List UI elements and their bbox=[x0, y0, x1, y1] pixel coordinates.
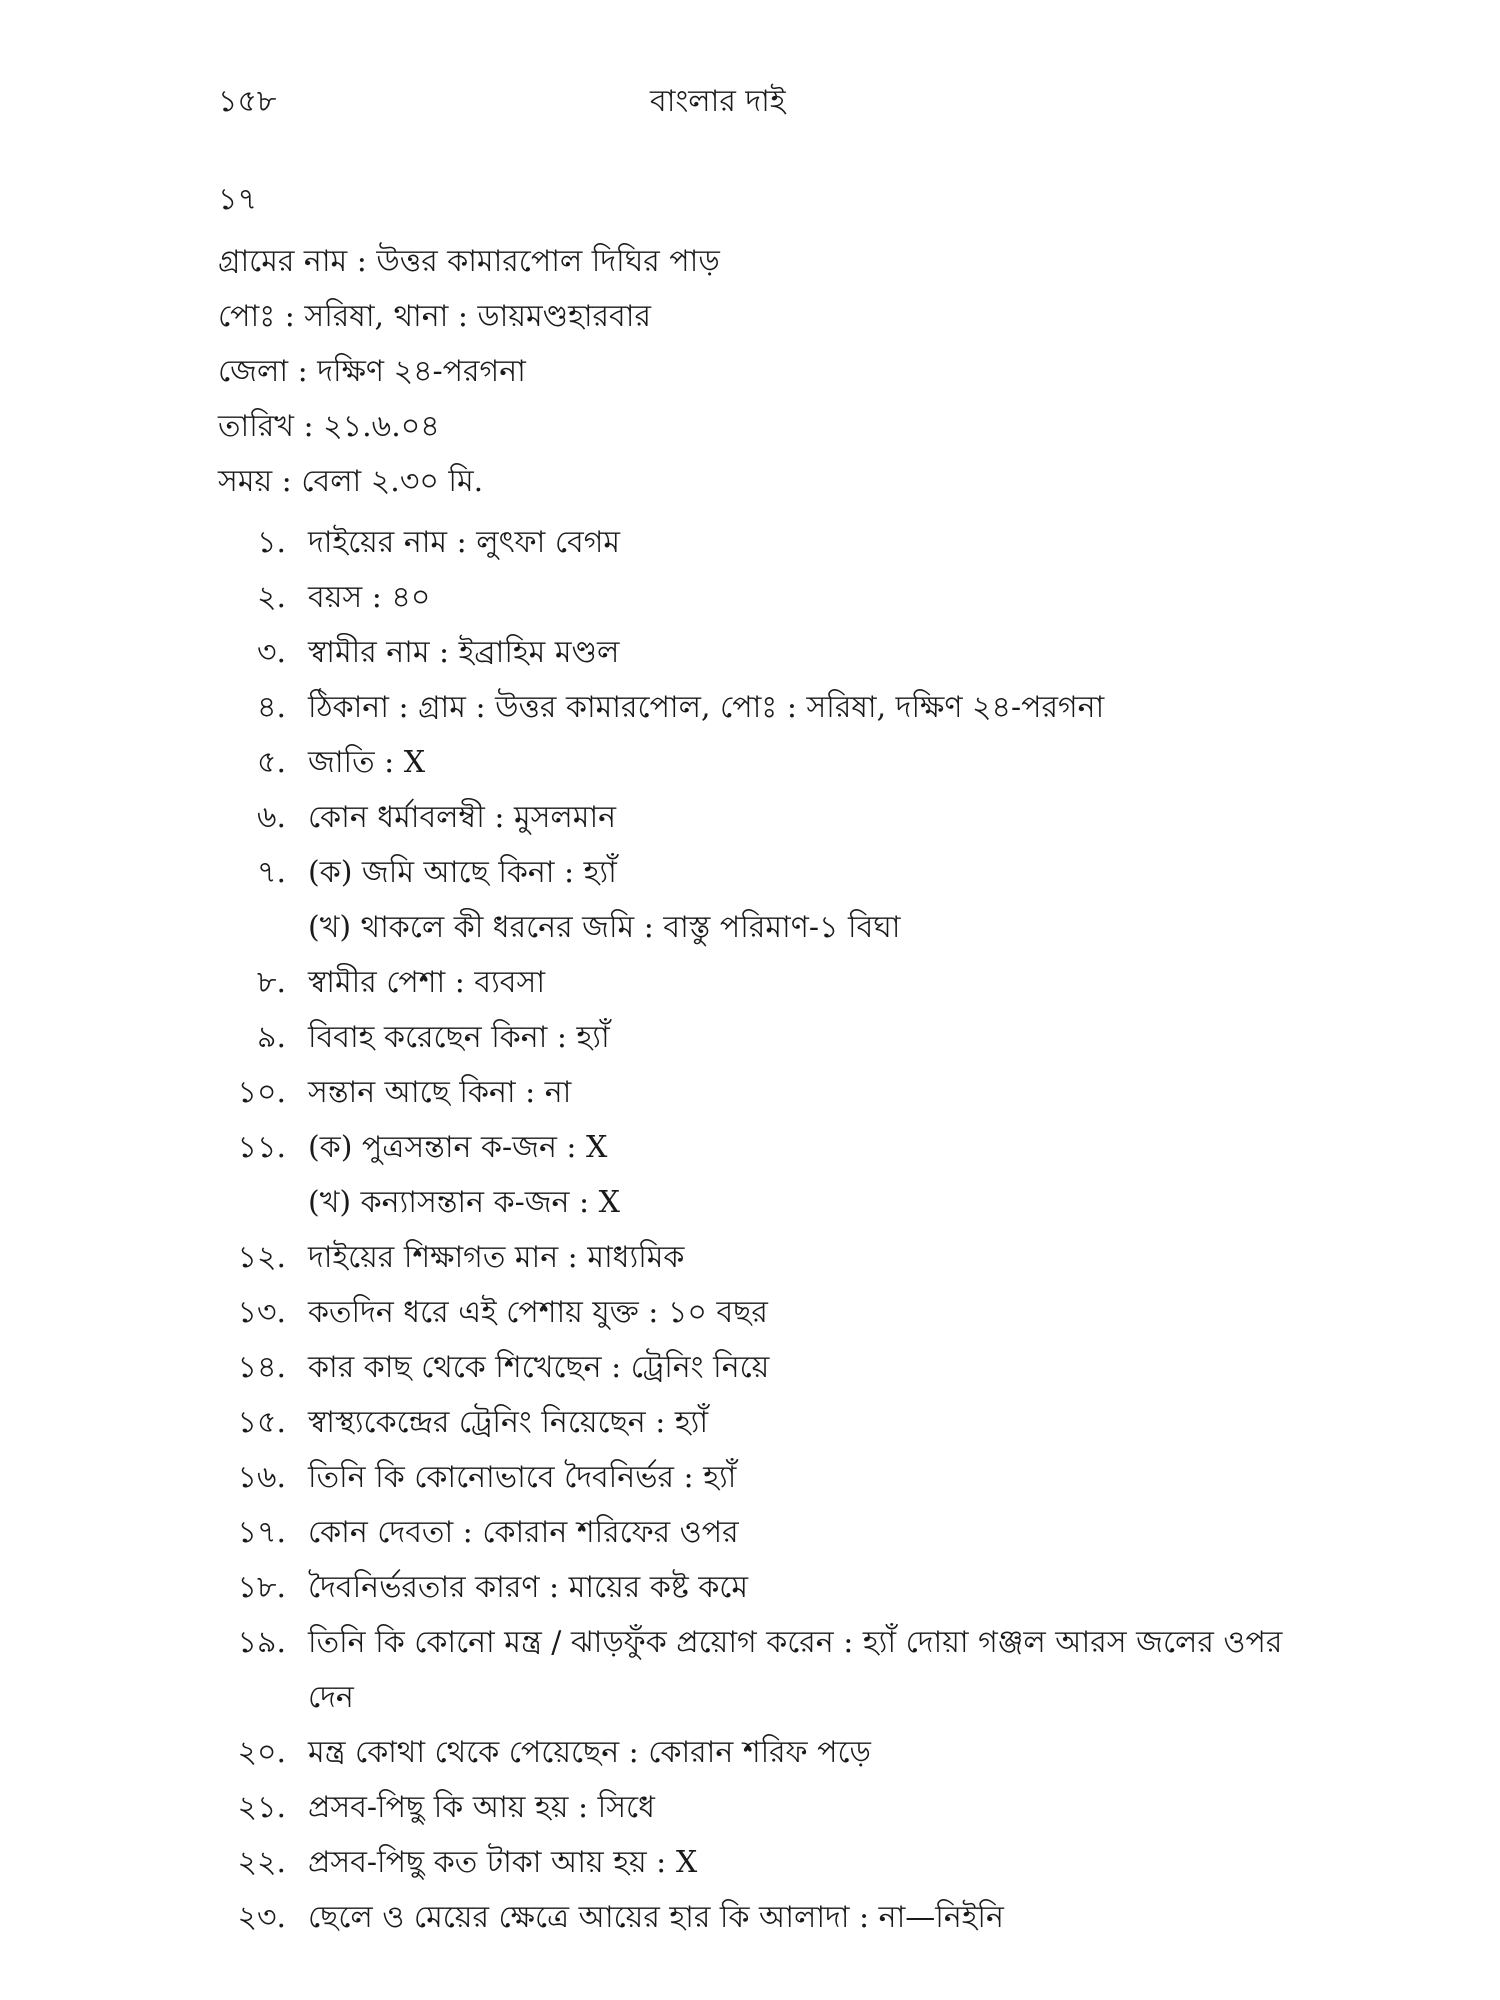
list-item bbox=[218, 1285, 1318, 1340]
item-number: ১৩. bbox=[237, 1295, 286, 1330]
list-item bbox=[218, 1230, 1318, 1285]
item-text: ঠিকানা : গ্রাম : উত্তর কামারপোল, পোঃ : সরিষা, দক্ষিণ ২৪-পরগনা bbox=[308, 690, 1105, 725]
district-line: জেলা : দক্ষিণ ২৪-পরগনা bbox=[218, 354, 526, 389]
item-number: ১০. bbox=[237, 1075, 286, 1110]
list-item bbox=[218, 1120, 1318, 1175]
list-item-continuation bbox=[218, 900, 1318, 955]
list-item bbox=[218, 1725, 1318, 1780]
item-number: ২১. bbox=[237, 1790, 286, 1825]
list-item bbox=[218, 515, 1318, 570]
item-text: (খ) থাকলে কী ধরনের জমি : বাস্তু পরিমাণ-১ বিঘা bbox=[308, 910, 901, 945]
item-text: বিবাহ করেছেন কিনা : হ্যাঁ bbox=[308, 1020, 610, 1055]
list-item bbox=[218, 1395, 1318, 1450]
list-item bbox=[218, 1065, 1318, 1120]
item-number: ২. bbox=[256, 580, 286, 615]
item-text: তিনি কি কোনোভাবে দৈবনির্ভর : হ্যাঁ bbox=[308, 1460, 737, 1495]
item-text: কার কাছ থেকে শিখেছেন : ট্রেনিং নিয়ে bbox=[308, 1350, 770, 1385]
list-item bbox=[218, 1560, 1318, 1615]
item-number: ১৮. bbox=[237, 1570, 286, 1605]
item-number: ১৫. bbox=[237, 1405, 286, 1440]
list-item bbox=[218, 1835, 1318, 1890]
item-number: ৯. bbox=[256, 1020, 286, 1055]
time-line: সময় : বেলা ২.৩০ মি. bbox=[218, 464, 484, 499]
list-item bbox=[218, 845, 1318, 900]
list-item bbox=[218, 1010, 1318, 1065]
item-text: প্রসব-পিছু কি আয় হয় : সিধে bbox=[308, 1790, 655, 1825]
item-text: (ক) জমি আছে কিনা : হ্যাঁ bbox=[308, 855, 617, 890]
post-office-line: পোঃ : সরিষা, থানা : ডায়মণ্ডহারবার bbox=[218, 299, 651, 334]
item-number: ১৪. bbox=[237, 1350, 286, 1385]
list-item bbox=[218, 1780, 1318, 1835]
item-text: স্বামীর নাম : ইব্রাহিম মণ্ডল bbox=[308, 635, 620, 670]
list-item bbox=[218, 1890, 1318, 1945]
list-item bbox=[218, 1340, 1318, 1395]
entry-number: ১৭ bbox=[218, 182, 257, 217]
list-item bbox=[218, 790, 1318, 845]
item-text: দাইয়ের নাম : লুৎফা বেগম bbox=[308, 525, 621, 560]
item-text: স্বামীর পেশা : ব্যবসা bbox=[308, 965, 546, 1000]
item-text: প্রসব-পিছু কত টাকা আয় হয় : X bbox=[308, 1845, 698, 1880]
list-item bbox=[218, 1450, 1318, 1505]
list-item-continuation bbox=[218, 1175, 1318, 1230]
list-item bbox=[218, 955, 1318, 1010]
item-number: ৬. bbox=[256, 800, 286, 835]
list-item bbox=[218, 680, 1318, 735]
item-number: ১২. bbox=[237, 1240, 286, 1275]
item-text: (ক) পুত্রসন্তান ক-জন : X bbox=[308, 1130, 608, 1165]
list-item bbox=[218, 570, 1318, 625]
list-item bbox=[218, 735, 1318, 790]
item-number: ২২. bbox=[237, 1845, 286, 1880]
village-name-line: গ্রামের নাম : উত্তর কামারপোল দিঘির পাড় bbox=[218, 244, 720, 279]
item-text: (খ) কন্যাসন্তান ক-জন : X bbox=[308, 1185, 620, 1220]
page-number: ১৫৮ bbox=[218, 84, 277, 119]
item-number: ১. bbox=[256, 525, 286, 560]
item-number: ৮. bbox=[256, 965, 286, 1000]
item-text: বয়স : ৪০ bbox=[308, 580, 431, 615]
list-item bbox=[218, 625, 1318, 680]
item-text: কতদিন ধরে এই পেশায় যুক্ত : ১০ বছর bbox=[308, 1295, 768, 1330]
item-number: ৩. bbox=[256, 635, 286, 670]
questionnaire-list bbox=[218, 515, 1318, 1945]
item-text: সন্তান আছে কিনা : না bbox=[308, 1075, 572, 1110]
item-text: তিনি কি কোনো মন্ত্র / ঝাড়ফুঁক প্রয়োগ করেন : হ্যাঁ দোয়া গঞ্জল আরস জলের ওপর দেন bbox=[308, 1625, 1283, 1715]
item-text: দাইয়ের শিক্ষাগত মান : মাধ্যমিক bbox=[308, 1240, 685, 1275]
item-text: ছেলে ও মেয়ের ক্ষেত্রে আয়ের হার কি আলাদা : না—নিইনি bbox=[308, 1900, 1004, 1935]
item-number: ২৩. bbox=[237, 1900, 286, 1935]
item-number: ৫. bbox=[256, 745, 286, 780]
item-text: দৈবনির্ভরতার কারণ : মায়ের কষ্ট কমে bbox=[308, 1570, 749, 1605]
item-number: ১১. bbox=[237, 1130, 286, 1165]
item-number: ১৬. bbox=[237, 1460, 286, 1495]
running-title: বাংলার দাই bbox=[650, 84, 786, 119]
item-text: কোন ধর্মাবলম্বী : মুসলমান bbox=[308, 800, 617, 835]
item-number: ২০. bbox=[237, 1735, 286, 1770]
item-number: ৪. bbox=[256, 690, 286, 725]
item-text: স্বাস্থ্যকেন্দ্রের ট্রেনিং নিয়েছেন : হ্যাঁ bbox=[308, 1405, 709, 1440]
item-number: ৭. bbox=[256, 855, 286, 890]
item-text: জাতি : X bbox=[308, 745, 426, 780]
item-text: মন্ত্র কোথা থেকে পেয়েছেন : কোরান শরিফ পড়ে bbox=[308, 1735, 871, 1770]
date-line: তারিখ : ২১.৬.০৪ bbox=[218, 409, 440, 444]
list-item bbox=[218, 1615, 1318, 1725]
entry-header bbox=[218, 234, 720, 509]
list-item bbox=[218, 1505, 1318, 1560]
item-text: কোন দেবতা : কোরান শরিফের ওপর bbox=[308, 1515, 739, 1550]
item-number: ১৯. bbox=[237, 1625, 286, 1660]
item-number: ১৭. bbox=[237, 1515, 286, 1550]
